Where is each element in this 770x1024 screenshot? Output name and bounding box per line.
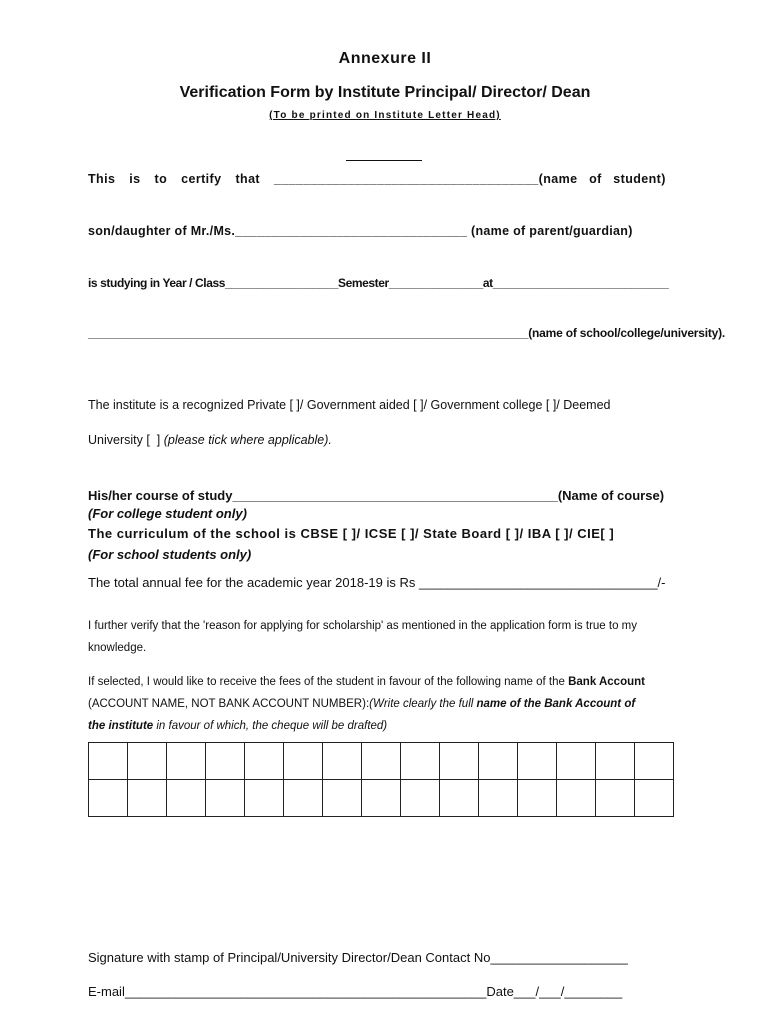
grid-cell[interactable] xyxy=(557,743,596,780)
bank-instruction-text: If selected, I would like to receive the fees of the student in favour of the following name of the xyxy=(88,676,569,688)
page-title: Annexure II xyxy=(338,50,432,67)
school-line[interactable]: ____________________________________________________________________(name of school/college/university). xyxy=(88,326,726,340)
grid-cell[interactable] xyxy=(401,780,440,817)
grid-cell[interactable] xyxy=(479,743,518,780)
grid-cell[interactable] xyxy=(362,743,401,780)
grid-cell[interactable] xyxy=(89,780,128,817)
year-class-line[interactable]: is studying in Year / Class__________________Semester_______________at____________________________ xyxy=(88,276,669,290)
bank-instruction xyxy=(88,676,645,688)
letterhead-note: (To be printed on Institute Letter Head) xyxy=(269,110,501,121)
verification-text-2: knowledge. xyxy=(88,642,147,654)
grid-cell[interactable] xyxy=(362,780,401,817)
grid-cell[interactable] xyxy=(518,743,557,780)
email-date-line[interactable]: E-mail__________________________________________________Date___/___/________ xyxy=(88,984,623,999)
annual-fee-line[interactable]: The total annual fee for the academic year 2018-19 is Rs _________________________________/- xyxy=(88,575,666,590)
bank-account-name-note: name of the Bank Account of xyxy=(476,698,636,710)
school-note: (For school students only) xyxy=(88,547,252,562)
grid-cell[interactable] xyxy=(284,743,323,780)
tick-instruction: (please tick where applicable). xyxy=(163,433,332,447)
grid-cell[interactable] xyxy=(596,780,635,817)
grid-cell[interactable] xyxy=(440,780,479,817)
grid-cell[interactable] xyxy=(245,780,284,817)
grid-cell[interactable] xyxy=(167,780,206,817)
form-subtitle: Verification Form by Institute Principal/ Director/ Dean xyxy=(179,84,591,101)
grid-cell[interactable] xyxy=(401,743,440,780)
grid-cell[interactable] xyxy=(635,743,674,780)
grid-cell[interactable] xyxy=(479,780,518,817)
institute-type-line-2 xyxy=(88,433,332,447)
certify-word: certify xyxy=(181,172,222,186)
grid-cell[interactable] xyxy=(206,743,245,780)
grid-cell[interactable] xyxy=(89,743,128,780)
bank-instruction-3 xyxy=(88,720,387,732)
student-name-blank[interactable]: ____________________________________ xyxy=(273,172,539,186)
divider-rule xyxy=(346,160,422,161)
certify-word: to xyxy=(154,172,168,186)
write-clearly-note: (Write clearly the full xyxy=(369,698,477,710)
grid-cell[interactable] xyxy=(596,743,635,780)
institute-note: the institute xyxy=(88,720,154,732)
grid-cell[interactable] xyxy=(440,743,479,780)
grid-row xyxy=(89,743,674,780)
certify-word: is xyxy=(129,172,141,186)
bank-account-label: Bank Account xyxy=(568,676,645,688)
certify-word: that xyxy=(235,172,260,186)
account-name-note: (ACCOUNT NAME, NOT BANK ACCOUNT NUMBER): xyxy=(88,698,370,710)
certify-word: This xyxy=(88,172,116,186)
bank-instruction-2 xyxy=(88,698,635,710)
student-name-label: (name of student) xyxy=(538,172,666,186)
grid-cell[interactable] xyxy=(323,743,362,780)
grid-cell[interactable] xyxy=(323,780,362,817)
cheque-note: in favour of which, the cheque will be drafted) xyxy=(153,720,388,732)
verification-text: I further verify that the 'reason for applying for scholarship' as mentioned in the application form is true to my xyxy=(88,620,637,632)
deemed-university-option[interactable]: University [ ] xyxy=(88,433,164,447)
curriculum-line[interactable]: The curriculum of the school is CBSE [ ]/ ICSE [ ]/ State Board [ ]/ IBA [ ]/ CIE[ ] xyxy=(88,526,615,541)
grid-cell[interactable] xyxy=(245,743,284,780)
grid-cell[interactable] xyxy=(167,743,206,780)
grid-cell[interactable] xyxy=(284,780,323,817)
grid-cell[interactable] xyxy=(128,743,167,780)
signature-line[interactable]: Signature with stamp of Principal/University Director/Dean Contact No___________________ xyxy=(88,950,628,965)
course-line[interactable]: His/her course of study_____________________________________________(Name of course) xyxy=(88,488,665,503)
certify-student-line xyxy=(88,172,666,186)
grid-cell[interactable] xyxy=(128,780,167,817)
grid-cell[interactable] xyxy=(635,780,674,817)
grid-row xyxy=(89,780,674,817)
grid-cell[interactable] xyxy=(557,780,596,817)
grid-cell[interactable] xyxy=(518,780,557,817)
bank-account-name-grid xyxy=(88,742,674,817)
parent-line[interactable]: son/daughter of Mr./Ms.________________________________ (name of parent/guardian) xyxy=(88,224,633,238)
grid-cell[interactable] xyxy=(206,780,245,817)
institute-type-line[interactable]: The institute is a recognized Private [ ]/ Government aided [ ]/ Government college [ ]/ Deemed xyxy=(88,398,611,412)
college-note: (For college student only) xyxy=(88,506,247,521)
